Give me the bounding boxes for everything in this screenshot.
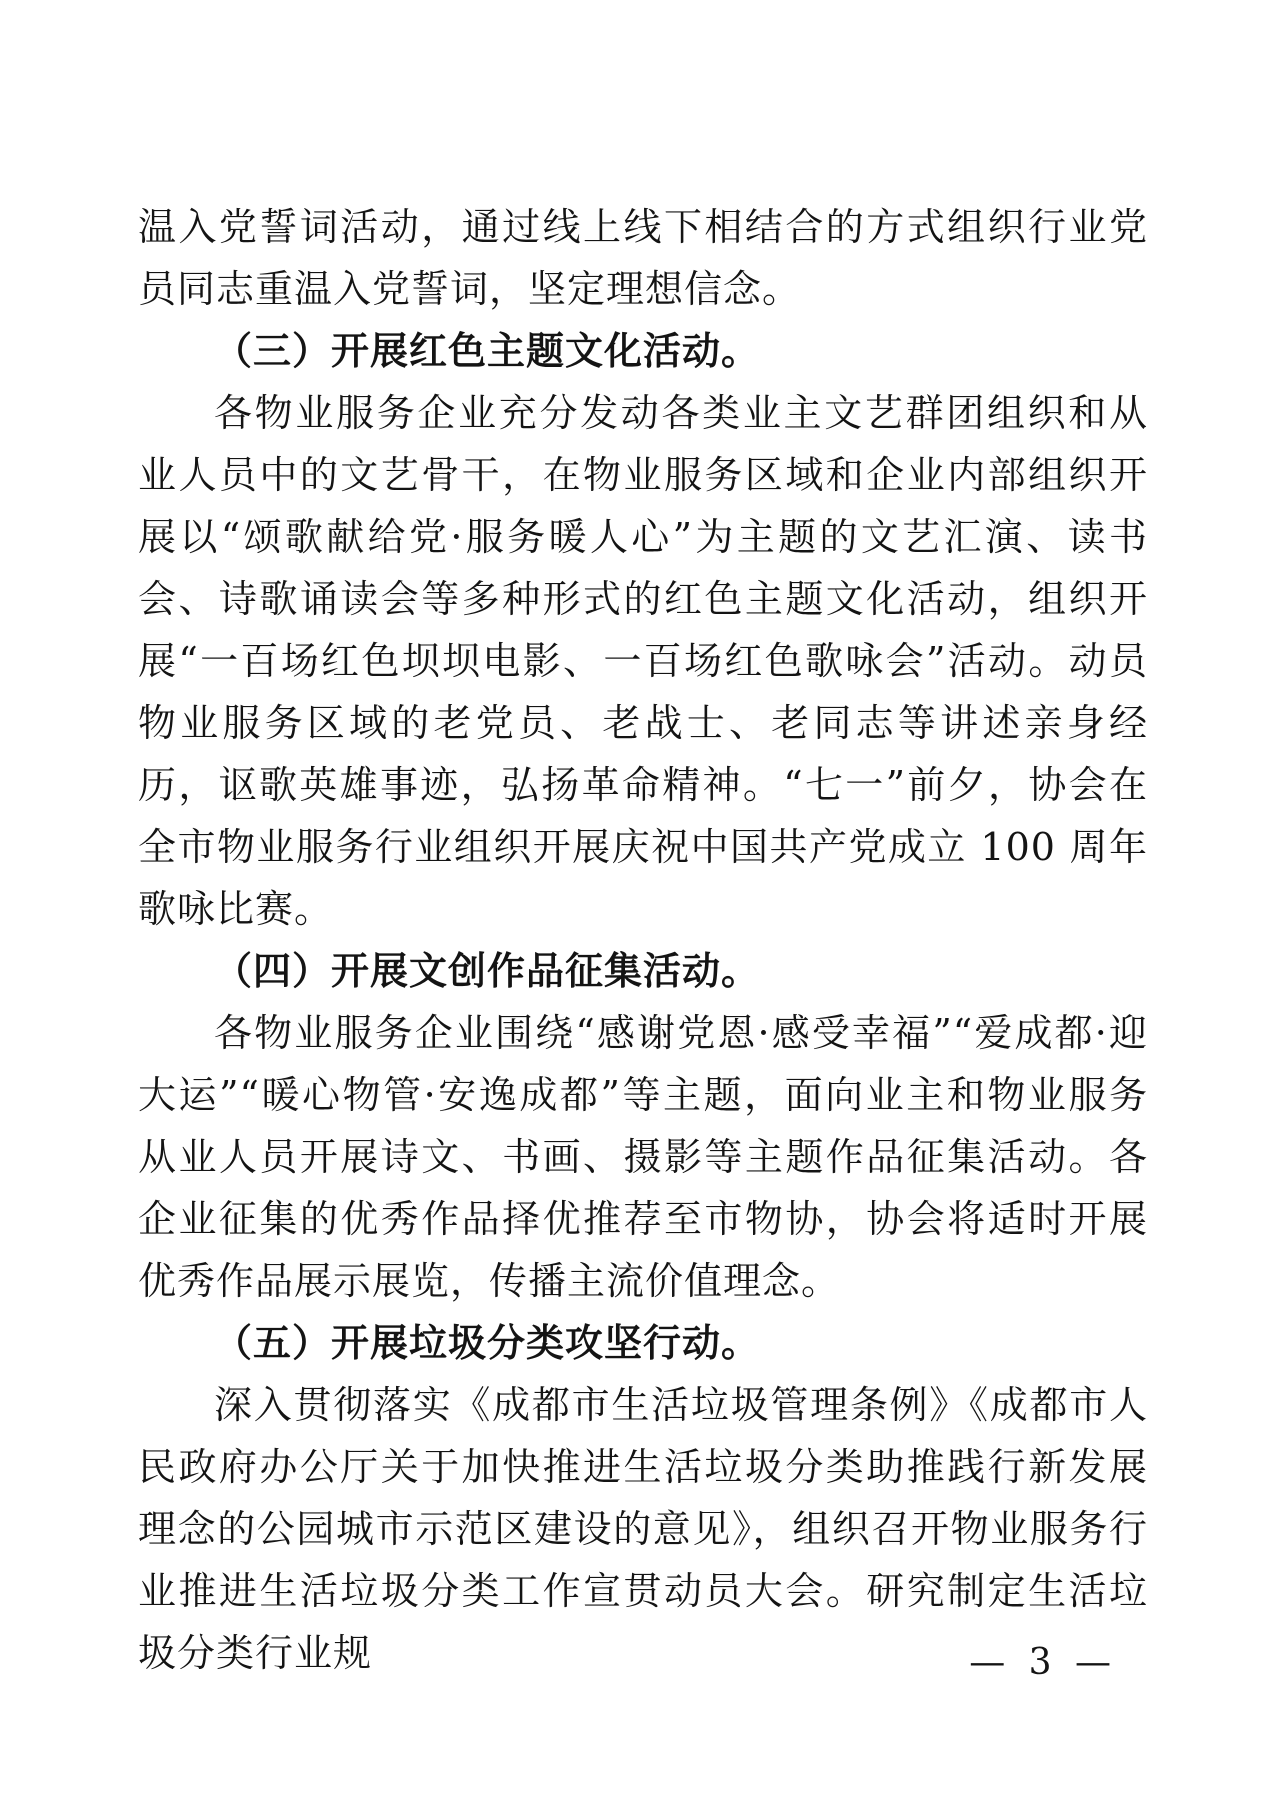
section-heading-four: （四）开展文创作品征集活动。 bbox=[214, 948, 761, 993]
paragraph-continuation: 温入党誓词活动，通过线上线下相结合的方式组织行业党员同志重温入党誓词，坚定理想信念。 bbox=[138, 205, 1148, 311]
document-body bbox=[138, 196, 1148, 1684]
paragraph-creative-works: 各物业服务企业围绕“感谢党恩·感受幸福”“爱成都·迎大运”“暖心物管·安逸成都”等主题，面向业主和物业服务从业人员开展诗文、书画、摄影等主题作品征集活动。各企业征集的优秀作品择优推荐至市物协，协会将适时开展优秀作品展示展览，传播主流价值理念。 bbox=[138, 1011, 1148, 1303]
paragraph-red-culture: 各物业服务企业充分发动各类业主文艺群团组织和从业人员中的文艺骨干，在物业服务区域和企业内部组织开展以“颂歌献给党·服务暖人心”为主题的文艺汇演、读书会、诗歌诵读会等多种形式的红色主题文化活动，组织开展“一百场红色坝坝电影、一百场红色歌咏会”活动。动员物业服务区域的老党员、老战士、老同志等讲述亲身经历，讴歌英雄事迹，弘扬革命精神。“七一”前夕，协会在全市物业服务行业组织开展庆祝中国共产党成立 100 周年歌咏比赛。 bbox=[138, 391, 1148, 931]
paragraph-waste-sorting: 深入贯彻落实《成都市生活垃圾管理条例》《成都市人民政府办公厅关于加快推进生活垃圾分类助推践行新发展理念的公园城市示范区建设的意见》，组织召开物业服务行业推进生活垃圾分类工作宣贯动员大会。研究制定生活垃圾分类行业规 bbox=[138, 1383, 1148, 1675]
section-heading-three: （三）开展红色主题文化活动。 bbox=[214, 328, 761, 373]
page-number: — 3 — bbox=[969, 1642, 1117, 1683]
section-heading-five: （五）开展垃圾分类攻坚行动。 bbox=[214, 1320, 761, 1365]
page-footer bbox=[969, 1641, 1117, 1685]
